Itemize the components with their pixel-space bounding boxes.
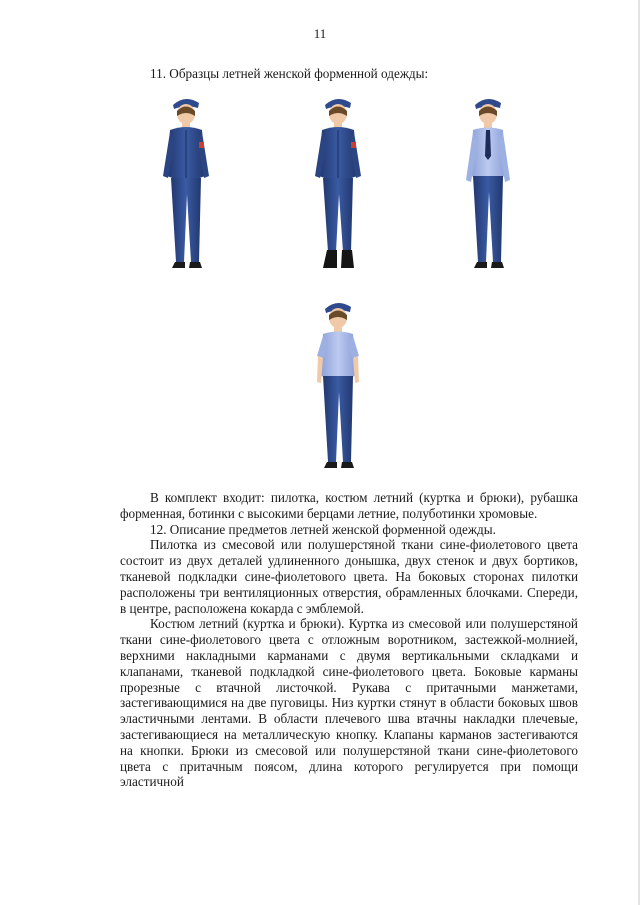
paragraph-summer-suit: Костюм летний (куртка и брюки). Куртка из смесовой или полушерстяной ткани сине-фиолетового цвета с отложным воротником, застежкой-молнией, верхними накладными карманами с двумя вертикальными складками и клапанами, тканевой подкладкой сине-фиолетового цвета. Боковые карманы прорезные с втачной листочкой. Рукава с притачными манжетами, застегивающимися на две пуговицы. Низ куртки стянут в области боковых швов эластичными лентами. В области плечевого шва втачны накладки плечевые, застегивающиеся на металлическую кнопку. Клапаны карманов застегиваются на кнопки. Брюки из смесовой или полушерстяной ткани сине-фиолетового цвета с притачным поясом, длина которого регулируется при помощи эластичной <box>120 616 578 790</box>
figure-uniform-short-sleeve-shirt <box>310 298 366 476</box>
figure-uniform-jacket-boots <box>310 94 366 276</box>
figure-uniform-jacket-shoes <box>158 94 214 276</box>
section-heading-12: 12. Описание предметов летней женской форменной одежды. <box>150 521 496 537</box>
paragraph-kit: В комплект входит: пилотка, костюм летний (куртка и брюки), рубашка форменная, ботинки с высокими берцами летние, полуботинки хромовые. <box>120 490 578 521</box>
section-heading-11: 11. Образцы летней женской форменной одежды: <box>150 66 429 81</box>
paragraph-cap: Пилотка из смесовой или полушерстяной ткани сине-фиолетового цвета состоит из двух деталей удлиненного донышка, двух стенок и двух бортиков, тканевой подкладки сине-фиолетового цвета. На боковых сторонах пилотки расположены три вентиляционных отверстия, обрамленных блочками. Спереди, в центре, расположена кокарда с эмблемой. <box>120 537 578 616</box>
figure-uniform-long-sleeve-shirt <box>460 94 516 276</box>
body-text <box>120 490 578 790</box>
page-number: 11 <box>313 26 327 41</box>
